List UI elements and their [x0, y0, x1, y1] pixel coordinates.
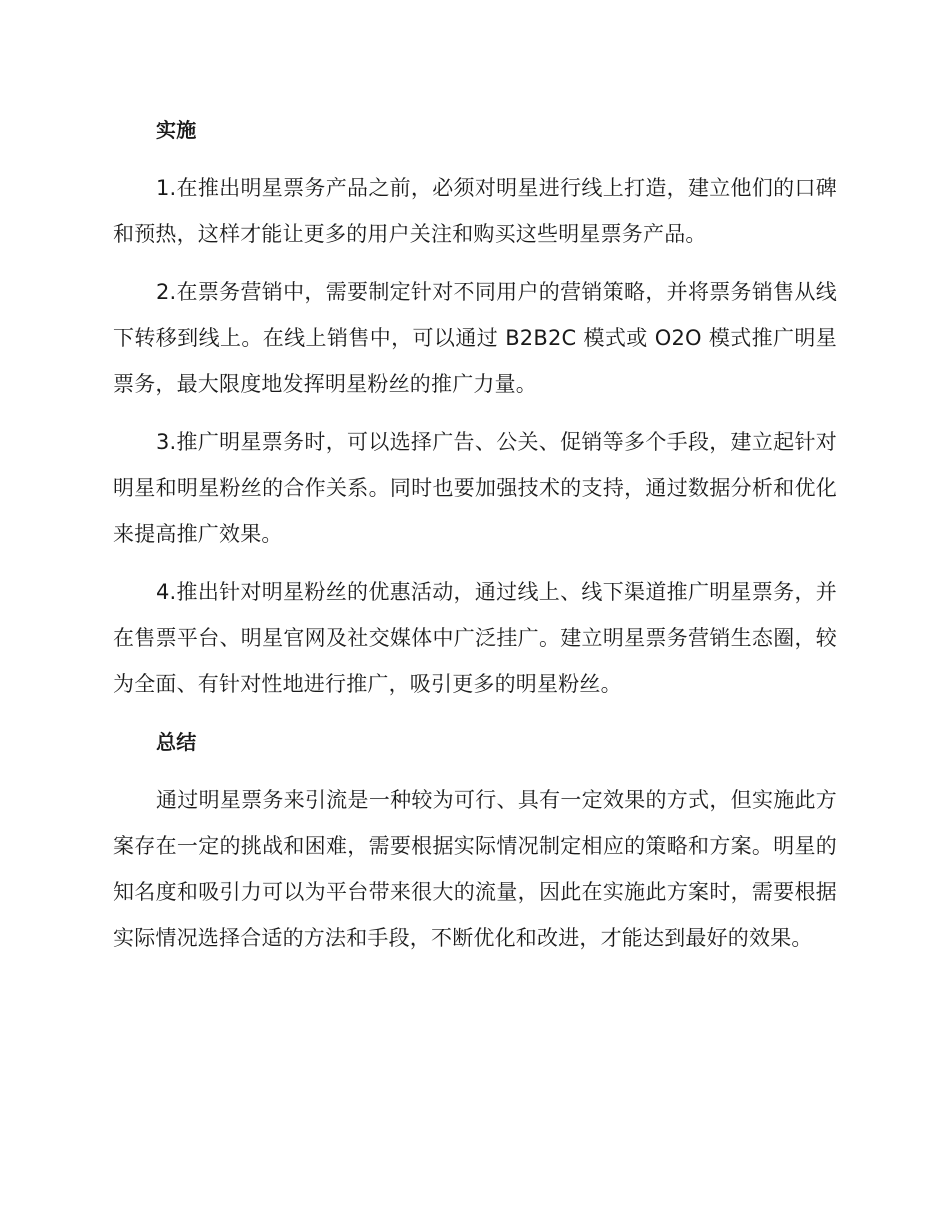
implementation-item-3: 3.推广明星票务时，可以选择广告、公关、促销等多个手段，建立起针对明星和明星粉丝的合作关系。同时也要加强技术的支持，通过数据分析和优化来提高推广效果。	[113, 430, 837, 546]
implementation-item-2: 2.在票务营销中，需要制定针对不同用户的营销策略，并将票务销售从线下转移到线上。在线上销售中，可以通过 B2B2C 模式或 O2O 模式推广明星票务，最大限度地发挥明星粉丝的推广力量。	[113, 280, 837, 396]
summary-paragraph: 通过明星票务来引流是一种较为可行、具有一定效果的方式，但实施此方案存在一定的挑战和困难，需要根据实际情况制定相应的策略和方案。明星的知名度和吸引力可以为平台带来很大的流量，因此在实施此方案时，需要根据实际情况选择合适的方法和手段，不断优化和改进，才能达到最好的效果。	[113, 788, 837, 950]
section-heading-summary: 总结	[156, 730, 197, 754]
document-body	[113, 107, 837, 973]
implementation-item-1: 1.在推出明星票务产品之前，必须对明星进行线上打造，建立他们的口碑和预热，这样才能让更多的用户关注和购买这些明星票务产品。	[113, 176, 837, 246]
implementation-item-4: 4.推出针对明星粉丝的优惠活动，通过线上、线下渠道推广明星票务，并在售票平台、明星官网及社交媒体中广泛挂广。建立明星票务营销生态圈，较为全面、有针对性地进行推广，吸引更多的明星粉丝。	[113, 580, 837, 696]
section-heading-implementation: 实施	[156, 118, 197, 142]
